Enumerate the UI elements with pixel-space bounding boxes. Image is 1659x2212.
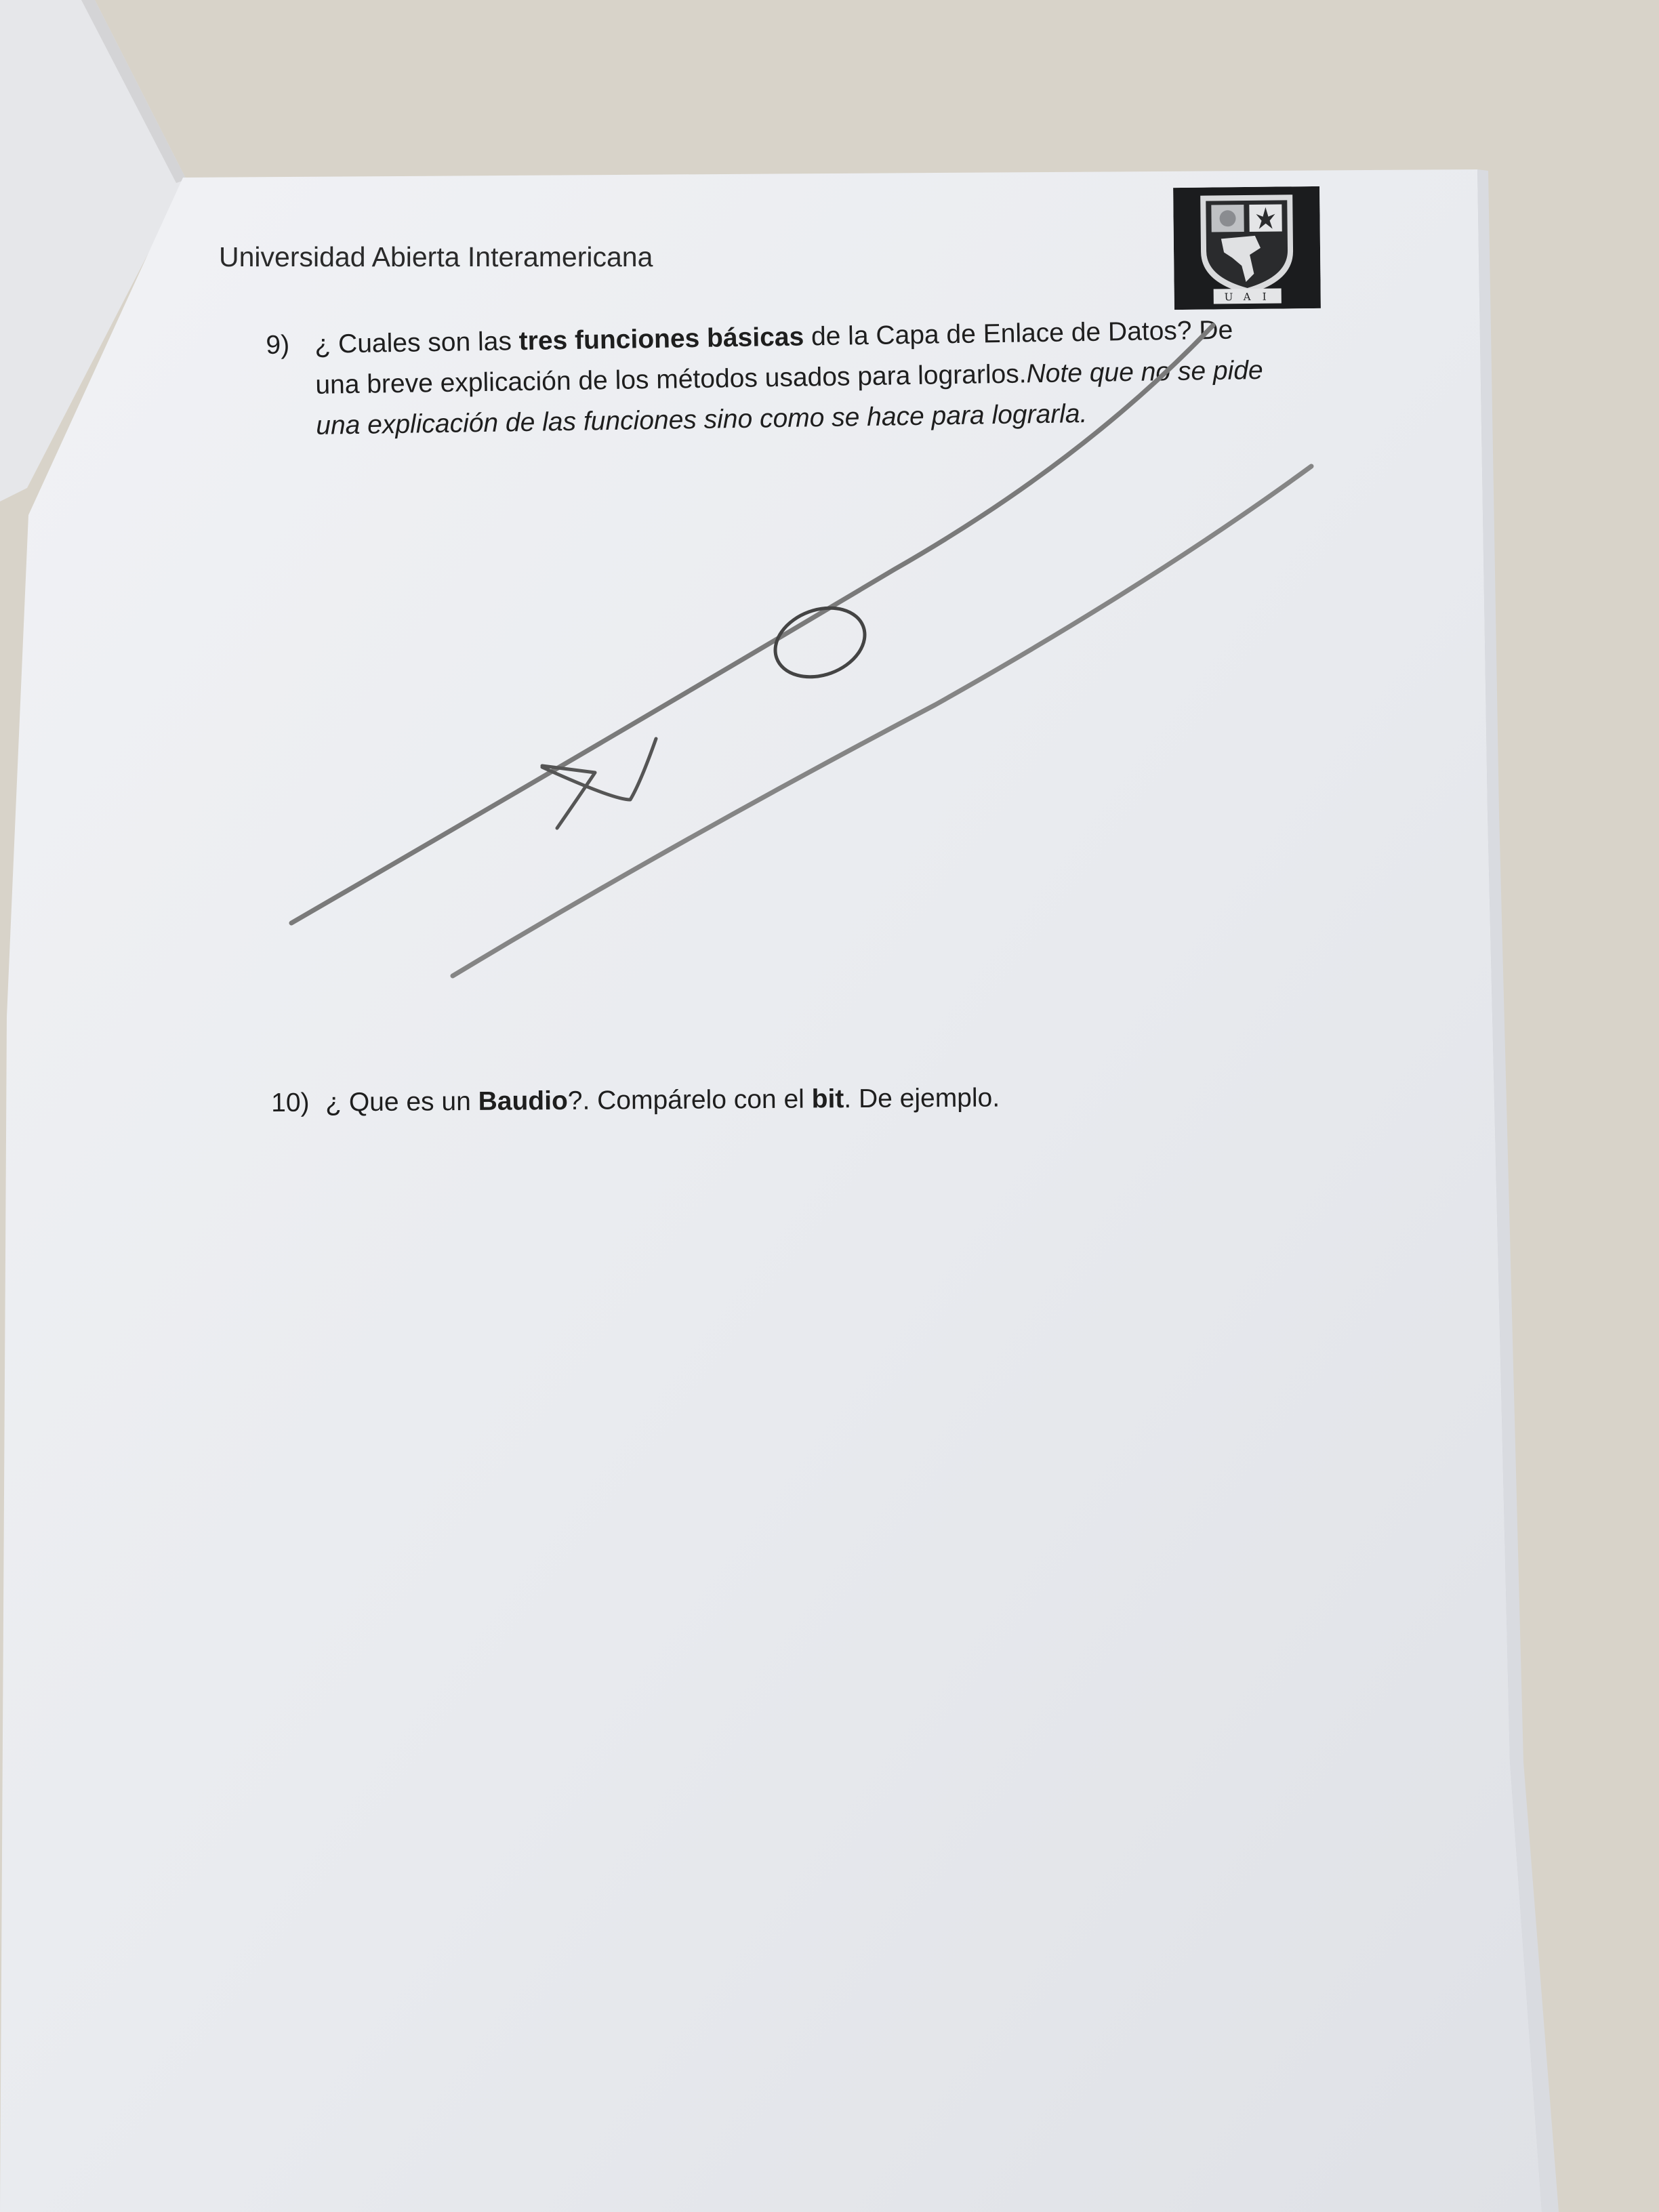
- question-prefix: ¿ Que es un: [325, 1086, 478, 1118]
- question-suffix: . De ejemplo.: [844, 1083, 1000, 1114]
- question-prefix: ¿ Cuales son las: [314, 327, 520, 359]
- crest-letter-i: I: [1262, 290, 1267, 303]
- university-name: Universidad Abierta Interamericana: [219, 241, 653, 272]
- question-middle: ?. Compárelo con el: [567, 1084, 812, 1115]
- crest-letter-a: A: [1243, 290, 1251, 304]
- handwritten-letter-n: [542, 739, 656, 828]
- question-middle: de la Capa de Enlace de Datos? De una breve explicación de los métodos usados para lograrlos.: [315, 315, 1233, 400]
- handwritten-letter-o: [766, 596, 875, 689]
- question-emphasis: tres funciones básicas: [518, 322, 804, 356]
- question-note: Note que no se pide una explicación de las funciones sino como se hace para lograrla.: [316, 355, 1263, 441]
- question-number: 10): [271, 1088, 310, 1118]
- question-term-bit: bit: [811, 1084, 844, 1114]
- pencil-strike-lower: [453, 466, 1311, 976]
- question-term-baudio: Baudio: [478, 1086, 568, 1116]
- crest-letter-u: U: [1224, 291, 1233, 304]
- question-number: 9): [266, 330, 290, 360]
